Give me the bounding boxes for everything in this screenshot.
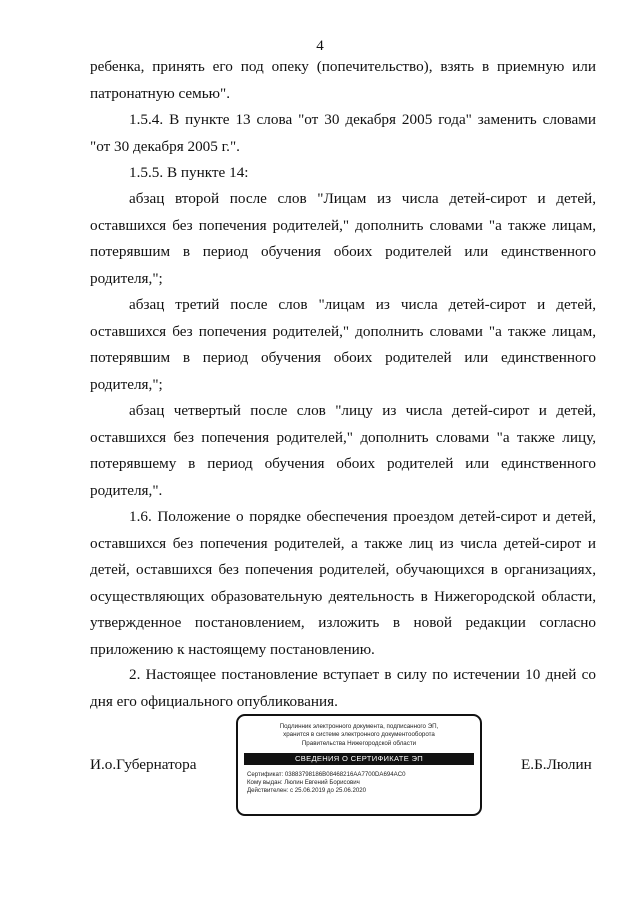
signatory-name: Е.Б.Люлин — [521, 756, 592, 773]
paragraph-abzac-4: абзац четвертый после слов "лицу из числа детей-сирот и детей, оставшихся без попечения родителей," дополнить словами "а также лицу, потерявшему в период обучения обоих родителей или единственного родителя,". — [90, 402, 596, 499]
paragraph-continuation: ребенка, принять его под опеку (попечительство), взять в приемную или патронатную семью". — [90, 58, 596, 102]
paragraph-abzac-2: абзац второй после слов "Лицам из числа детей-сирот и детей, оставшихся без попечения родителей," дополнить словами "а также лицам, потерявшим в период обучения обоих родителей или единственного родителя,"; — [90, 190, 596, 287]
electronic-signature-stamp — [236, 714, 482, 816]
paragraph-abzac-3: абзац третий после слов "лицам из числа детей-сирот и детей, оставшихся без попечения родителей," дополнить словами "а также лицам, потерявшим в период обучения обоих родителей или единственного родителя,"; — [90, 296, 596, 393]
stamp-header-line: Подлинник электронного документа, подписанного ЭП, — [279, 723, 439, 730]
paragraph-1-6: 1.6. Положение о порядке обеспечения проездом детей-сирот и детей, оставшихся без попечения родителей, а также лиц из числа детей-сирот и детей, оставшихся без попечения родителей, обучающихся в организациях, осуществляющих образовательную деятельность в Нижегородской области, утвержденное постановлением, изложить в новой редакции согласно приложению к настоящему постановлению. — [90, 508, 596, 658]
stamp-validity: Действителен: с 25.06.2019 до 25.06.2020 — [247, 787, 367, 795]
stamp-header-line: хранится в системе электронного документооборота — [283, 731, 435, 739]
stamp-issued-to: Кому выдан: Люлин Евгений Борисович — [247, 779, 360, 787]
paragraph-1-5-4: 1.5.4. В пункте 13 слова "от 30 декабря 2005 года" заменить словами "от 30 декабря 2005 г.". — [90, 111, 596, 155]
page-number: 4 — [316, 38, 324, 54]
stamp-certificate: Сертификат: 03883798186B08468216AA7700DA694AC0 — [247, 770, 406, 778]
stamp-header — [238, 723, 480, 748]
signatory-position: И.о.Губернатора — [90, 756, 197, 773]
stamp-header-line: Правительства Нижегородской области — [301, 739, 417, 747]
stamp-title: СВЕДЕНИЯ О СЕРТИФИКАТЕ ЭП — [244, 753, 474, 765]
paragraph-2: 2. Настоящее постановление вступает в силу по истечении 10 дней со дня его официального опубликования. — [90, 666, 596, 710]
paragraph-1-5-5: 1.5.5. В пункте 14: — [129, 164, 249, 181]
stamp-details — [247, 771, 480, 796]
